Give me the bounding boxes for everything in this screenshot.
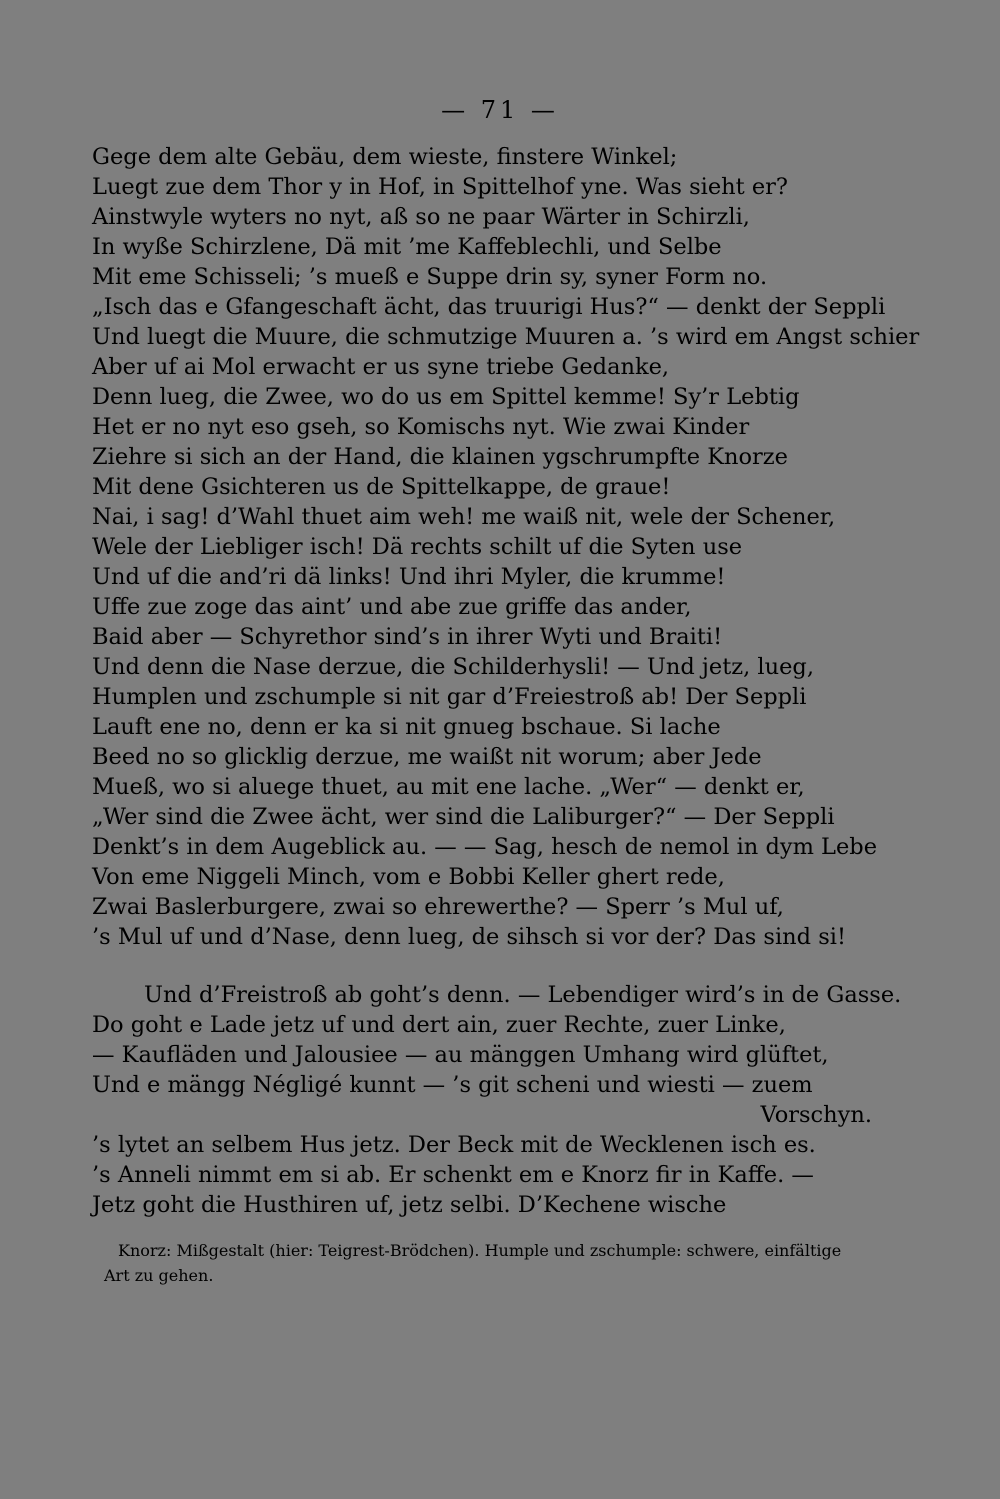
- verse-line: Beed no so glicklig derzue, me waißt nit worum; aber Jede: [92, 744, 762, 770]
- verse-line: Uffe zue zoge das aint’ und abe zue griffe das ander,: [92, 594, 692, 620]
- verse-overflow-word: Vorschyn.: [760, 1102, 872, 1128]
- verse-line: Ziehre si sich an der Hand, die klainen ygschrumpfte Knorze: [92, 444, 788, 470]
- verse-first-line: Und d’Freistroß ab goht’s denn. — Lebendiger wird’s in de Gasse.: [144, 982, 902, 1008]
- page-number: — 71 —: [441, 96, 559, 124]
- verse-stanza-2: [92, 980, 902, 1220]
- verse-line: ’s Mul uf und d’Nase, denn lueg, de sihsch si vor der? Das sind si!: [92, 924, 846, 950]
- verse-line: Lauft ene no, denn er ka si nit gnueg bschaue. Si lache: [92, 714, 721, 740]
- verse-line: Ainstwyle wyters no nyt, aß so ne paar Wärter in Schirzli,: [92, 204, 750, 230]
- verse-line: ’s Anneli nimmt em si ab. Er schenkt em e Knorz fir in Kaffe. —: [92, 1162, 814, 1188]
- verse-line: — Kaufläden und Jalousiee — au mänggen Umhang wird glüftet,: [92, 1042, 829, 1068]
- verse-line: „Wer sind die Zwee ächt, wer sind die Laliburger?“ — Der Seppli: [92, 804, 835, 830]
- verse-line: Aber uf ai Mol erwacht er us syne triebe Gedanke,: [92, 354, 670, 380]
- verse-line: Mit dene Gsichteren us de Spittelkappe, de graue!: [92, 474, 671, 500]
- verse-line: Het er no nyt eso gseh, so Komischs nyt. Wie zwai Kinder: [92, 414, 750, 440]
- footnote: [104, 1238, 888, 1288]
- verse-line: Do goht e Lade jetz uf und dert ain, zuer Rechte, zuer Linke,: [92, 1012, 786, 1038]
- verse-line: Humplen und zschumple si nit gar d’Freiestroß ab! Der Seppli: [92, 684, 807, 710]
- verse-line: Nai, i sag! d’Wahl thuet aim weh! me waiß nit, wele der Schener,: [92, 504, 836, 530]
- verse-line: Wele der Liebliger isch! Dä rechts schilt uf die Syten use: [92, 534, 743, 560]
- verse-line: ’s lytet an selbem Hus jetz. Der Beck mit de Wecklenen isch es.: [92, 1132, 816, 1158]
- verse-line: Baid aber — Schyrethor sind’s in ihrer Wyti und Braiti!: [92, 624, 723, 650]
- verse-line: Denkt’s in dem Augeblick au. — — Sag, hesch de nemol in dym Lebe: [92, 834, 878, 860]
- footnote-line: Art zu gehen.: [104, 1266, 214, 1285]
- verse-line: Mit eme Schisseli; ’s mueß e Suppe drin sy, syner Form no.: [92, 264, 768, 290]
- verse-line: In wyße Schirzlene, Dä mit ’me Kaffeblechli, und Selbe: [92, 234, 722, 260]
- verse-line: Zwai Baslerburgere, zwai so ehrewerthe? — Sperr ’s Mul uf,: [92, 894, 784, 920]
- verse-line: Luegt zue dem Thor y in Hof, in Spittelhof yne. Was sieht er?: [92, 174, 788, 200]
- verse-line: Jetz goht die Husthiren uf, jetz selbi. D’Kechene wische: [92, 1192, 727, 1218]
- verse-line: Und luegt die Muure, die schmutzige Muuren a. ’s wird em Angst schier: [92, 324, 920, 350]
- verse-stanza-1: [92, 142, 920, 952]
- verse-line: Mueß, wo si aluege thuet, au mit ene lache. „Wer“ — denkt er,: [92, 774, 805, 800]
- verse-line: Gege dem alte Gebäu, dem wieste, finstere Winkel;: [92, 144, 678, 170]
- verse-line: Denn lueg, die Zwee, wo do us em Spittel kemme! Sy’r Lebtig: [92, 384, 800, 410]
- verse-line: Und e mängg Négligé kunnt — ’s git scheni und wiesti — zuem: [92, 1072, 813, 1098]
- verse-line: „Isch das e Gfangeschaft ächt, das truurigi Hus?“ — denkt der Seppli: [92, 294, 886, 320]
- footnote-line: Knorz: Mißgestalt (hier: Teigrest-Brödchen). Humple und zschumple: schwere, einfältige: [118, 1241, 842, 1260]
- verse-line: Und uf die and’ri dä links! Und ihri Myler, die krumme!: [92, 564, 726, 590]
- verse-line: Von eme Niggeli Minch, vom e Bobbi Keller ghert rede,: [92, 864, 725, 890]
- verse-line: Und denn die Nase derzue, die Schilderhysli! — Und jetz, lueg,: [92, 654, 814, 680]
